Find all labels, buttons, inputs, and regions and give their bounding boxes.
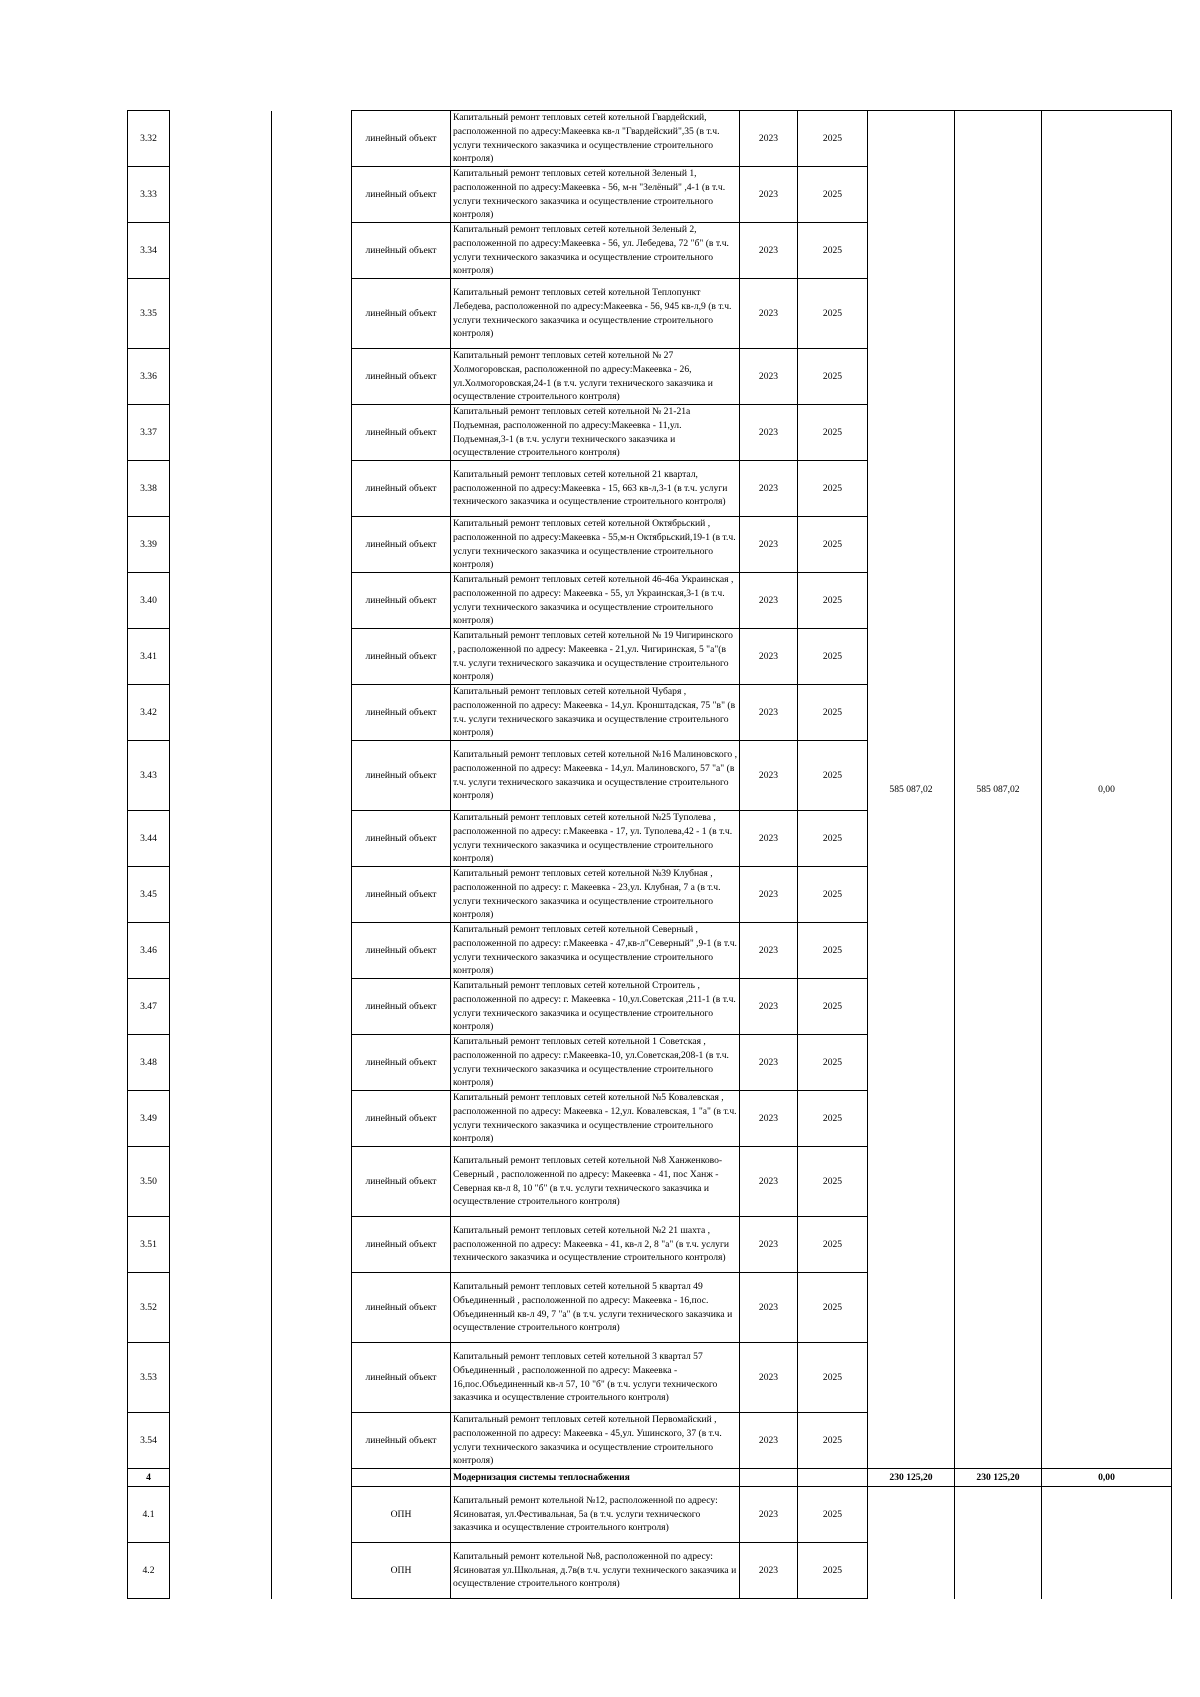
object-name: Капитальный ремонт тепловых сетей котельной Октябрьский , расположенной по адресу:Макеевка - 55,м-н Октябрьский,19-1 (в т.ч. услуги технического заказчика и осуществление строительного контроля) <box>451 517 740 573</box>
end-year: 2025 <box>798 1217 868 1273</box>
blank-cell <box>170 867 272 923</box>
blank-cell <box>170 573 272 629</box>
start-year: 2023 <box>740 461 798 517</box>
row-number: 3.42 <box>128 685 170 741</box>
start-year: 2023 <box>740 1543 798 1599</box>
section-total: 230 125,20 <box>868 1469 955 1487</box>
blank-cell <box>170 629 272 685</box>
end-year: 2025 <box>798 741 868 811</box>
row-number: 3.37 <box>128 405 170 461</box>
blank-cell <box>272 629 352 685</box>
blank-cell <box>170 1469 272 1487</box>
start-year: 2023 <box>740 573 798 629</box>
blank-cell <box>272 223 352 279</box>
row-number: 3.41 <box>128 629 170 685</box>
end-year: 2025 <box>798 923 868 979</box>
end-year: 2025 <box>798 461 868 517</box>
object-name: Капитальный ремонт тепловых сетей котельной №25 Туполева , расположенной по адресу: г.Макеевка - 17, ул. Туполева,42 - 1 (в т.ч. услуги технического заказчика и осуществление строительного контроля) <box>451 811 740 867</box>
start-year: 2023 <box>740 685 798 741</box>
start-year: 2023 <box>740 811 798 867</box>
object-name: Капитальный ремонт тепловых сетей котельной №39 Клубная , расположенной по адресу: г. Макеевка - 23,ул. Клубная, 7 а (в т.ч. услуги технического заказчика и осуществление строительного контроля) <box>451 867 740 923</box>
start-year: 2023 <box>740 1273 798 1343</box>
row-number: 3.40 <box>128 573 170 629</box>
object-type: линейный объект <box>352 1035 451 1091</box>
object-name: Капитальный ремонт тепловых сетей котельной 46-46а Украинская , расположенной по адресу: Макеевка - 55, ул Украинская,3-1 (в т.ч. услуги технического заказчика и осуществление строительного контроля) <box>451 573 740 629</box>
object-type: линейный объект <box>352 573 451 629</box>
blank-cell <box>272 1543 352 1599</box>
blank-cell <box>1042 1487 1172 1543</box>
investment-program-table <box>127 110 1172 1599</box>
object-type: линейный объект <box>352 111 451 167</box>
object-name: Капитальный ремонт тепловых сетей котельной 5 квартал 49 Объединенный , расположенной по адресу: Макеевка - 16,пос. Объединенный кв-л 49, 7 "а" (в т.ч. услуги технического заказчика и осуществление строительного контроля) <box>451 1273 740 1343</box>
end-year: 2025 <box>798 1273 868 1343</box>
start-year: 2023 <box>740 223 798 279</box>
blank-cell <box>170 461 272 517</box>
end-year: 2025 <box>798 349 868 405</box>
end-year: 2025 <box>798 811 868 867</box>
start-year: 2023 <box>740 1343 798 1413</box>
object-name: Капитальный ремонт тепловых сетей котельной Теплопункт Лебедева, расположенной по адресу:Макеевка - 56, 945 кв-л,9 (в т.ч. услуги технического заказчика и осуществление строительного контроля) <box>451 279 740 349</box>
object-name: Капитальный ремонт тепловых сетей котельной Чубаря , расположенной по адресу: Макеевка - 14,ул. Кронштадская, 75 "в" (в т.ч. услуги технического заказчика и осуществление строительного контроля) <box>451 685 740 741</box>
object-name: Капитальный ремонт котельной №8, расположенной по адресу: Ясиноватая ул.Школьная, д.7в(в т.ч. услуги технического заказчика и осуществление строительного контроля) <box>451 1543 740 1599</box>
row-number: 3.50 <box>128 1147 170 1217</box>
start-year: 2023 <box>740 867 798 923</box>
blank-cell <box>272 685 352 741</box>
end-year: 2025 <box>798 573 868 629</box>
blank-cell <box>272 1487 352 1543</box>
object-type: линейный объект <box>352 979 451 1035</box>
start-year: 2023 <box>740 1487 798 1543</box>
object-type: линейный объект <box>352 517 451 573</box>
object-type: линейный объект <box>352 1147 451 1217</box>
blank-cell <box>170 223 272 279</box>
object-name: Капитальный ремонт тепловых сетей котельной Строитель , расположенной по адресу: г. Макеевка - 10,ул.Советская ,211-1 (в т.ч. услуги технического заказчика и осуществление строительного контроля) <box>451 979 740 1035</box>
blank-cell <box>272 349 352 405</box>
object-type: линейный объект <box>352 1273 451 1343</box>
blank-cell <box>170 741 272 811</box>
start-year: 2023 <box>740 517 798 573</box>
end-year: 2025 <box>798 1147 868 1217</box>
blank-cell <box>272 167 352 223</box>
row-number: 3.38 <box>128 461 170 517</box>
blank-cell <box>170 1035 272 1091</box>
end-year: 2025 <box>798 1413 868 1469</box>
group-remaining-cell: 0,00 <box>1042 111 1172 1469</box>
end-year: 2025 <box>798 111 868 167</box>
object-name: Капитальный ремонт тепловых сетей котельной Первомайский , расположенной по адресу: Макеевка - 45,ул. Ушинского, 37 (в т.ч. услуги технического заказчика и осуществление строительного контроля) <box>451 1413 740 1469</box>
blank-cell <box>170 279 272 349</box>
end-year: 2025 <box>798 979 868 1035</box>
object-type: линейный объект <box>352 811 451 867</box>
blank-cell <box>272 811 352 867</box>
blank-cell <box>170 979 272 1035</box>
start-year: 2023 <box>740 167 798 223</box>
object-type: линейный объект <box>352 1091 451 1147</box>
object-name: Капитальный ремонт тепловых сетей котельной 3 квартал 57 Объединенный , расположенной по адресу: Макеевка - 16,пос.Объединенный кв-л 57, 10 "б" (в т.ч. услуги технического заказчика и осуществление строительного контроля) <box>451 1343 740 1413</box>
object-name: Капитальный ремонт тепловых сетей котельной № 19 Чигиринского , расположенной по адресу: Макеевка - 21,ул. Чигиринская, 5 "а"(в т.ч. услуги технического заказчика и осуществление строительного контроля) <box>451 629 740 685</box>
table-row <box>128 1487 1172 1543</box>
end-year: 2025 <box>798 1487 868 1543</box>
object-name: Капитальный ремонт тепловых сетей котельной № 21-21а Подъемная, расположенной по адресу:Макеевка - 11,ул. Подъемная,3-1 (в т.ч. услуги технического заказчика и осуществление строительного контроля) <box>451 405 740 461</box>
end-year: 2025 <box>798 517 868 573</box>
blank-cell <box>170 1487 272 1543</box>
end-year: 2025 <box>798 629 868 685</box>
blank-cell <box>1042 1543 1172 1599</box>
object-name: Капитальный ремонт котельной №12, расположенной по адресу: Ясиноватая, ул.Фестивальная, 5а (в т.ч. услуги технического заказчика и осуществление строительного контроля) <box>451 1487 740 1543</box>
object-type: линейный объект <box>352 279 451 349</box>
end-year: 2025 <box>798 279 868 349</box>
blank-cell <box>272 461 352 517</box>
blank-cell <box>170 1091 272 1147</box>
row-number: 3.53 <box>128 1343 170 1413</box>
object-type: линейный объект <box>352 223 451 279</box>
start-year: 2023 <box>740 1035 798 1091</box>
end-year: 2025 <box>798 1035 868 1091</box>
object-type: линейный объект <box>352 167 451 223</box>
table-row <box>128 111 1172 167</box>
object-name: Капитальный ремонт тепловых сетей котельной №5 Ковалевская , расположенной по адресу: Макеевка - 12,ул. Ковалевская, 1 "а" (в т.ч. услуги технического заказчика и осуществление строительного контроля) <box>451 1091 740 1147</box>
object-type: линейный объект <box>352 867 451 923</box>
start-year: 2023 <box>740 979 798 1035</box>
blank-cell <box>272 1147 352 1217</box>
object-name: Капитальный ремонт тепловых сетей котельной №8 Ханженково-Северный , расположенной по адресу: Макеевка - 41, пос Ханж - Северная кв-л 8, 10 "б" (в т.ч. услуги технического заказчика и осуществление строительного контроля) <box>451 1147 740 1217</box>
object-type: ОПН <box>352 1487 451 1543</box>
object-name: Капитальный ремонт тепловых сетей котельной Гвардейский, расположенной по адресу:Макеевка кв-л "Гвардейский",35 (в т.ч. услуги технического заказчика и осуществление строительного контроля) <box>451 111 740 167</box>
object-type: линейный объект <box>352 1217 451 1273</box>
group-total-cell: 585 087,02 <box>868 111 955 1469</box>
blank-cell <box>170 405 272 461</box>
row-number: 4.1 <box>128 1487 170 1543</box>
blank-cell <box>272 1343 352 1413</box>
object-name: Капитальный ремонт тепловых сетей котельной Зеленый 1, расположенной по адресу:Макеевка - 56, м-н "Зелёный" ,4-1 (в т.ч. услуги технического заказчика и осуществление строительного контроля) <box>451 167 740 223</box>
blank-cell <box>170 1343 272 1413</box>
start-year: 2023 <box>740 741 798 811</box>
object-name: Капитальный ремонт тепловых сетей котельной № 27 Холмогоровская, расположенной по адресу:Макеевка - 26, ул.Холмогоровская,24-1 (в т.ч. услуги технического заказчика и осуществление строительного контроля) <box>451 349 740 405</box>
row-number: 3.54 <box>128 1413 170 1469</box>
start-year: 2023 <box>740 111 798 167</box>
object-type: линейный объект <box>352 405 451 461</box>
section-remaining: 0,00 <box>1042 1469 1172 1487</box>
blank-cell <box>272 1217 352 1273</box>
end-year: 2025 <box>798 1343 868 1413</box>
blank-cell <box>170 111 272 167</box>
page-right-rule <box>1171 110 1172 1587</box>
section-title: Модернизация системы теплоснабжения <box>451 1469 740 1487</box>
row-number: 3.32 <box>128 111 170 167</box>
group-funded-cell: 585 087,02 <box>955 111 1042 1469</box>
object-name: Капитальный ремонт тепловых сетей котельной №16 Малиновского , расположенной по адресу: Макеевка - 14,ул. Малиновского, 57 "а" (в т.ч. услуги технического заказчика и осуществление строительного контроля) <box>451 741 740 811</box>
start-year: 2023 <box>740 1147 798 1217</box>
row-number: 3.39 <box>128 517 170 573</box>
object-name: Капитальный ремонт тепловых сетей котельной 1 Советская , расположенной по адресу: г.Макеевка-10, ул.Советская,208-1 (в т.ч. услуги технического заказчика и осуществление строительного контроля) <box>451 1035 740 1091</box>
blank-cell <box>740 1469 798 1487</box>
end-year: 2025 <box>798 405 868 461</box>
row-number: 3.46 <box>128 923 170 979</box>
object-type: линейный объект <box>352 741 451 811</box>
blank-cell <box>272 1273 352 1343</box>
object-type: линейный объект <box>352 1413 451 1469</box>
start-year: 2023 <box>740 1217 798 1273</box>
row-number: 3.33 <box>128 167 170 223</box>
blank-cell <box>272 1091 352 1147</box>
blank-cell <box>798 1469 868 1487</box>
start-year: 2023 <box>740 629 798 685</box>
blank-cell <box>170 1273 272 1343</box>
blank-cell <box>272 923 352 979</box>
blank-cell <box>272 1413 352 1469</box>
blank-cell <box>170 923 272 979</box>
start-year: 2023 <box>740 1091 798 1147</box>
end-year: 2025 <box>798 1091 868 1147</box>
row-number: 3.34 <box>128 223 170 279</box>
blank-cell <box>272 573 352 629</box>
object-type: линейный объект <box>352 629 451 685</box>
row-number: 3.45 <box>128 867 170 923</box>
object-type: линейный объект <box>352 685 451 741</box>
blank-cell <box>272 517 352 573</box>
row-number: 3.52 <box>128 1273 170 1343</box>
blank-cell <box>170 1147 272 1217</box>
blank-cell <box>272 741 352 811</box>
row-number: 3.51 <box>128 1217 170 1273</box>
blank-cell <box>955 1487 1042 1543</box>
blank-cell <box>272 979 352 1035</box>
object-name: Капитальный ремонт тепловых сетей котельной Северный , расположенной по адресу: г.Макеевка - 47,кв-л"Северный" ,9-1 (в т.ч. услуги технического заказчика и осуществление строительного контроля) <box>451 923 740 979</box>
section-header-row <box>128 1469 1172 1487</box>
row-number: 3.44 <box>128 811 170 867</box>
object-name: Капитальный ремонт тепловых сетей котельной Зеленый 2, расположенной по адресу:Макеевка - 56, ул. Лебедева, 72 "б" (в т.ч. услуги технического заказчика и осуществление строительного контроля) <box>451 223 740 279</box>
blank-cell <box>170 1413 272 1469</box>
row-number: 3.49 <box>128 1091 170 1147</box>
blank-cell <box>170 1217 272 1273</box>
object-name: Капитальный ремонт тепловых сетей котельной 21 квартал, расположенной по адресу:Макеевка - 15, 663 кв-л,3-1 (в т.ч. услуги технического заказчика и осуществление строительного контроля) <box>451 461 740 517</box>
object-type: линейный объект <box>352 461 451 517</box>
section-funded: 230 125,20 <box>955 1469 1042 1487</box>
row-number: 3.36 <box>128 349 170 405</box>
start-year: 2023 <box>740 1413 798 1469</box>
end-year: 2025 <box>798 867 868 923</box>
object-type: линейный объект <box>352 1343 451 1413</box>
object-type: линейный объект <box>352 349 451 405</box>
blank-cell <box>272 867 352 923</box>
blank-cell <box>955 1543 1042 1599</box>
end-year: 2025 <box>798 167 868 223</box>
row-number: 3.43 <box>128 741 170 811</box>
blank-cell <box>170 167 272 223</box>
end-year: 2025 <box>798 1543 868 1599</box>
object-type: ОПН <box>352 1543 451 1599</box>
row-number: 3.48 <box>128 1035 170 1091</box>
row-number: 3.35 <box>128 279 170 349</box>
blank-cell <box>170 517 272 573</box>
row-number: 3.47 <box>128 979 170 1035</box>
blank-cell <box>868 1487 955 1543</box>
blank-cell <box>352 1469 451 1487</box>
blank-cell <box>868 1543 955 1599</box>
blank-cell <box>170 685 272 741</box>
end-year: 2025 <box>798 223 868 279</box>
blank-cell <box>170 349 272 405</box>
table-body <box>128 111 1172 1599</box>
blank-cell <box>272 1469 352 1487</box>
start-year: 2023 <box>740 279 798 349</box>
blank-cell <box>272 279 352 349</box>
blank-cell <box>272 405 352 461</box>
start-year: 2023 <box>740 923 798 979</box>
object-type: линейный объект <box>352 923 451 979</box>
blank-cell <box>170 811 272 867</box>
end-year: 2025 <box>798 685 868 741</box>
start-year: 2023 <box>740 349 798 405</box>
blank-cell <box>170 1543 272 1599</box>
row-number: 4.2 <box>128 1543 170 1599</box>
blank-cell <box>272 1035 352 1091</box>
table-row <box>128 1543 1172 1599</box>
blank-cell <box>272 111 352 167</box>
section-number: 4 <box>128 1469 170 1487</box>
object-name: Капитальный ремонт тепловых сетей котельной №2 21 шахта , расположенной по адресу: Макеевка - 41, кв-л 2, 8 "а" (в т.ч. услуги технического заказчика и осуществление строительного контроля) <box>451 1217 740 1273</box>
start-year: 2023 <box>740 405 798 461</box>
